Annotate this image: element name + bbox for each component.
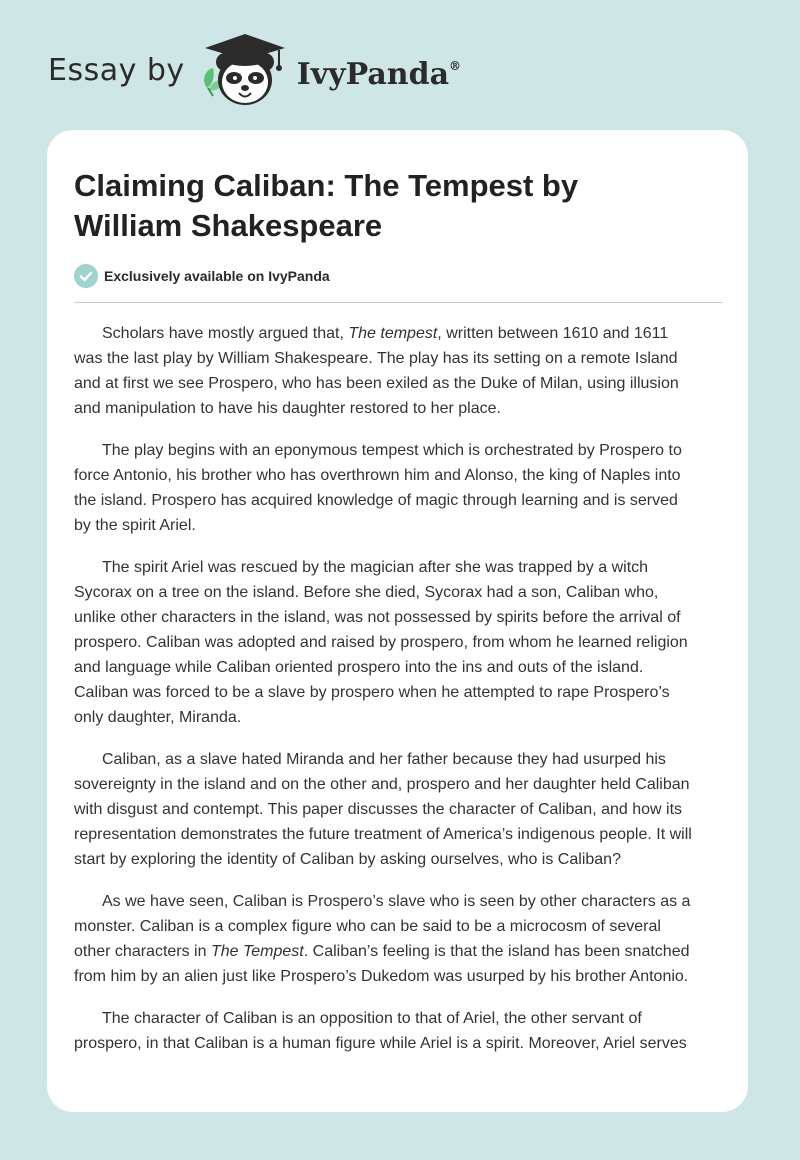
exclusive-badge — [74, 264, 330, 288]
paragraph-text: Scholars have mostly argued that, — [102, 325, 349, 342]
essay-title: Claiming Caliban: The Tempest by William Shakespeare — [74, 168, 579, 243]
paragraph-text: The character of Caliban is an opposition to that of Ariel, the other servant of prospero, in that Caliban is a human figure while Ariel is a spirit. Moreover, Ariel serves — [74, 1010, 687, 1052]
site-header — [48, 30, 461, 110]
essay-paragraph — [74, 321, 726, 421]
essay-paragraph — [74, 438, 726, 538]
check-circle-icon — [74, 264, 98, 288]
exclusive-badge-text: Exclusively available on IvyPanda — [104, 268, 330, 284]
paragraph-text: The spirit Ariel was rescued by the magician after she was trapped by a witch Sycorax on a tree on the island. Before she died, Sycorax had a son, Caliban who, unlike other characters in the island, was not possessed by spirits before the arrival of prospero. Caliban was adopted and raised by prospero, from whom he learned religion and language while Caliban oriented prospero into the ins and outs of the island. Caliban was forced to be a slave by prospero when he attempted to rape Prospero’s only daughter, Miranda. — [74, 559, 688, 726]
essay-paragraph — [74, 889, 726, 989]
essay-paragraph — [74, 555, 726, 730]
italic-title: The tempest — [348, 325, 438, 342]
paragraph-text: . Caliban’s feeling is that the island has been snatched from him by an alien just like Prospero’s Dukedom was usurped by his brother Antonio. — [74, 943, 690, 985]
panda-graduate-icon[interactable] — [199, 30, 291, 110]
italic-title: The Tempest — [210, 943, 304, 960]
paragraph-text: Caliban, as a slave hated Miranda and her father because they had usurped his sovereignty in the island and on the other and, prospero and her daughter held Caliban with disgust and contempt. This paper discusses the character of Caliban, and how its representation demonstrates the future treatment of America’s indigenous people. It will start by exploring the identity of Caliban by asking ourselves, who is Caliban? — [74, 751, 692, 868]
trademark-symbol: ® — [449, 58, 462, 73]
brand-label: IvyPanda — [296, 56, 450, 92]
essay-paragraph — [74, 1006, 726, 1056]
title-divider — [74, 302, 723, 303]
paragraph-text: As we have seen, Caliban is Prospero’s slave who is seen by other characters as a monster. Caliban is a complex figure who can be said to be a microcosm of several other characters in — [74, 893, 691, 960]
essay-body — [74, 321, 726, 1073]
brand-name[interactable] — [297, 57, 461, 92]
essay-by-label: Essay by — [48, 52, 185, 88]
essay-paragraph — [74, 747, 726, 872]
paragraph-text: The play begins with an eponymous tempest which is orchestrated by Prospero to force Antonio, his brother who has overthrown him and Alonso, the king of Naples into the island. Prospero has acquired knowledge of magic through learning and is served by the spirit Ariel. — [74, 442, 682, 534]
paragraph-text: , written between 1610 and 1611 was the last play by William Shakespeare. The play has its setting on a remote Island and at first we see Prospero, who has been exiled as the Duke of Milan, using illusion and manipulation to have his daughter restored to her place. — [74, 325, 679, 417]
essay-card — [47, 130, 748, 1112]
